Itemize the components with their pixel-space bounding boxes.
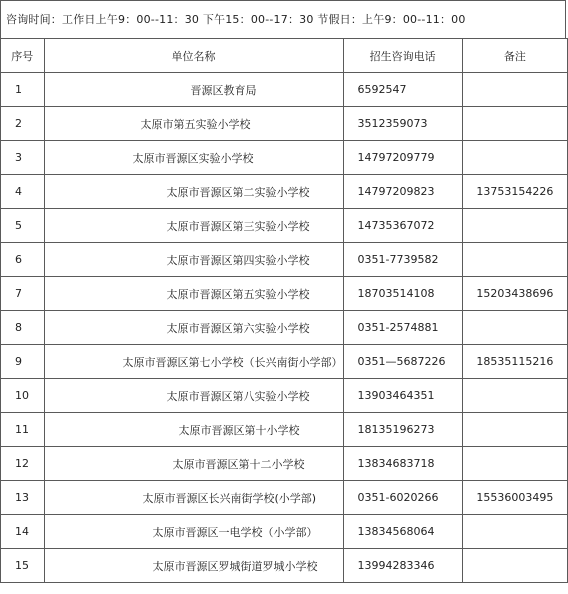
cell-no: 8 bbox=[1, 311, 45, 345]
cell-no: 14 bbox=[1, 515, 45, 549]
cell-tel: 18135196273 bbox=[343, 413, 462, 447]
cell-name: 太原市晋源区第七小学校（长兴南街小学部） bbox=[44, 345, 343, 379]
cell-tel: 14797209823 bbox=[343, 175, 462, 209]
cell-tel: 0351—5687226 bbox=[343, 345, 462, 379]
cell-note bbox=[462, 413, 567, 447]
table-row bbox=[1, 107, 568, 141]
cell-no: 11 bbox=[1, 413, 45, 447]
table-row bbox=[1, 345, 568, 379]
table-row bbox=[1, 311, 568, 345]
cell-tel: 0351-7739582 bbox=[343, 243, 462, 277]
cell-note bbox=[462, 141, 567, 175]
cell-name: 太原市晋源区第十小学校 bbox=[44, 413, 343, 447]
table-header-row bbox=[1, 39, 568, 73]
table-row bbox=[1, 447, 568, 481]
table-row bbox=[1, 141, 568, 175]
cell-tel: 13834568064 bbox=[343, 515, 462, 549]
table-row bbox=[1, 515, 568, 549]
consultation-hours-notice: 咨询时间：工作日上午9：00--11：30 下午15：00--17：30 节假日：上午9：00--11：00 bbox=[0, 0, 566, 38]
cell-name: 太原市晋源区第三实验小学校 bbox=[44, 209, 343, 243]
cell-name: 太原市晋源区实验小学校 bbox=[44, 141, 343, 175]
table-row bbox=[1, 549, 568, 583]
cell-tel: 13834683718 bbox=[343, 447, 462, 481]
school-contact-table bbox=[0, 38, 568, 583]
cell-note bbox=[462, 549, 567, 583]
cell-tel: 14797209779 bbox=[343, 141, 462, 175]
cell-tel: 13994283346 bbox=[343, 549, 462, 583]
cell-note bbox=[462, 379, 567, 413]
cell-tel: 6592547 bbox=[343, 73, 462, 107]
cell-name: 太原市晋源区罗城街道罗城小学校 bbox=[44, 549, 343, 583]
cell-tel: 13903464351 bbox=[343, 379, 462, 413]
cell-no: 9 bbox=[1, 345, 45, 379]
cell-note bbox=[462, 311, 567, 345]
cell-no: 1 bbox=[1, 73, 45, 107]
header-name: 单位名称 bbox=[44, 39, 343, 73]
table-row bbox=[1, 379, 568, 413]
cell-note: 18535115216 bbox=[462, 345, 567, 379]
cell-note: 15536003495 bbox=[462, 481, 567, 515]
cell-no: 15 bbox=[1, 549, 45, 583]
cell-no: 12 bbox=[1, 447, 45, 481]
cell-no: 2 bbox=[1, 107, 45, 141]
cell-name: 太原市晋源区第四实验小学校 bbox=[44, 243, 343, 277]
cell-name: 晋源区教育局 bbox=[44, 73, 343, 107]
table-row bbox=[1, 73, 568, 107]
cell-tel: 14735367072 bbox=[343, 209, 462, 243]
cell-note bbox=[462, 515, 567, 549]
cell-name: 太原市第五实验小学校 bbox=[44, 107, 343, 141]
cell-name: 太原市晋源区长兴南街学校(小学部) bbox=[44, 481, 343, 515]
cell-name: 太原市晋源区第十二小学校 bbox=[44, 447, 343, 481]
cell-tel: 0351-6020266 bbox=[343, 481, 462, 515]
cell-note bbox=[462, 447, 567, 481]
header-no: 序号 bbox=[1, 39, 45, 73]
cell-name: 太原市晋源区第二实验小学校 bbox=[44, 175, 343, 209]
cell-note bbox=[462, 107, 567, 141]
header-note: 备注 bbox=[462, 39, 567, 73]
cell-name: 太原市晋源区一电学校（小学部） bbox=[44, 515, 343, 549]
table-row bbox=[1, 277, 568, 311]
cell-no: 5 bbox=[1, 209, 45, 243]
table-row bbox=[1, 175, 568, 209]
cell-no: 13 bbox=[1, 481, 45, 515]
table-row bbox=[1, 481, 568, 515]
cell-note: 13753154226 bbox=[462, 175, 567, 209]
table-row bbox=[1, 209, 568, 243]
cell-no: 3 bbox=[1, 141, 45, 175]
table-row bbox=[1, 413, 568, 447]
cell-name: 太原市晋源区第八实验小学校 bbox=[44, 379, 343, 413]
cell-note bbox=[462, 73, 567, 107]
table-row bbox=[1, 243, 568, 277]
cell-note bbox=[462, 209, 567, 243]
cell-no: 6 bbox=[1, 243, 45, 277]
cell-note: 15203438696 bbox=[462, 277, 567, 311]
cell-name: 太原市晋源区第六实验小学校 bbox=[44, 311, 343, 345]
cell-tel: 3512359073 bbox=[343, 107, 462, 141]
cell-no: 7 bbox=[1, 277, 45, 311]
cell-name: 太原市晋源区第五实验小学校 bbox=[44, 277, 343, 311]
cell-note bbox=[462, 243, 567, 277]
header-tel: 招生咨询电话 bbox=[343, 39, 462, 73]
cell-tel: 0351-2574881 bbox=[343, 311, 462, 345]
cell-no: 10 bbox=[1, 379, 45, 413]
cell-no: 4 bbox=[1, 175, 45, 209]
cell-tel: 18703514108 bbox=[343, 277, 462, 311]
